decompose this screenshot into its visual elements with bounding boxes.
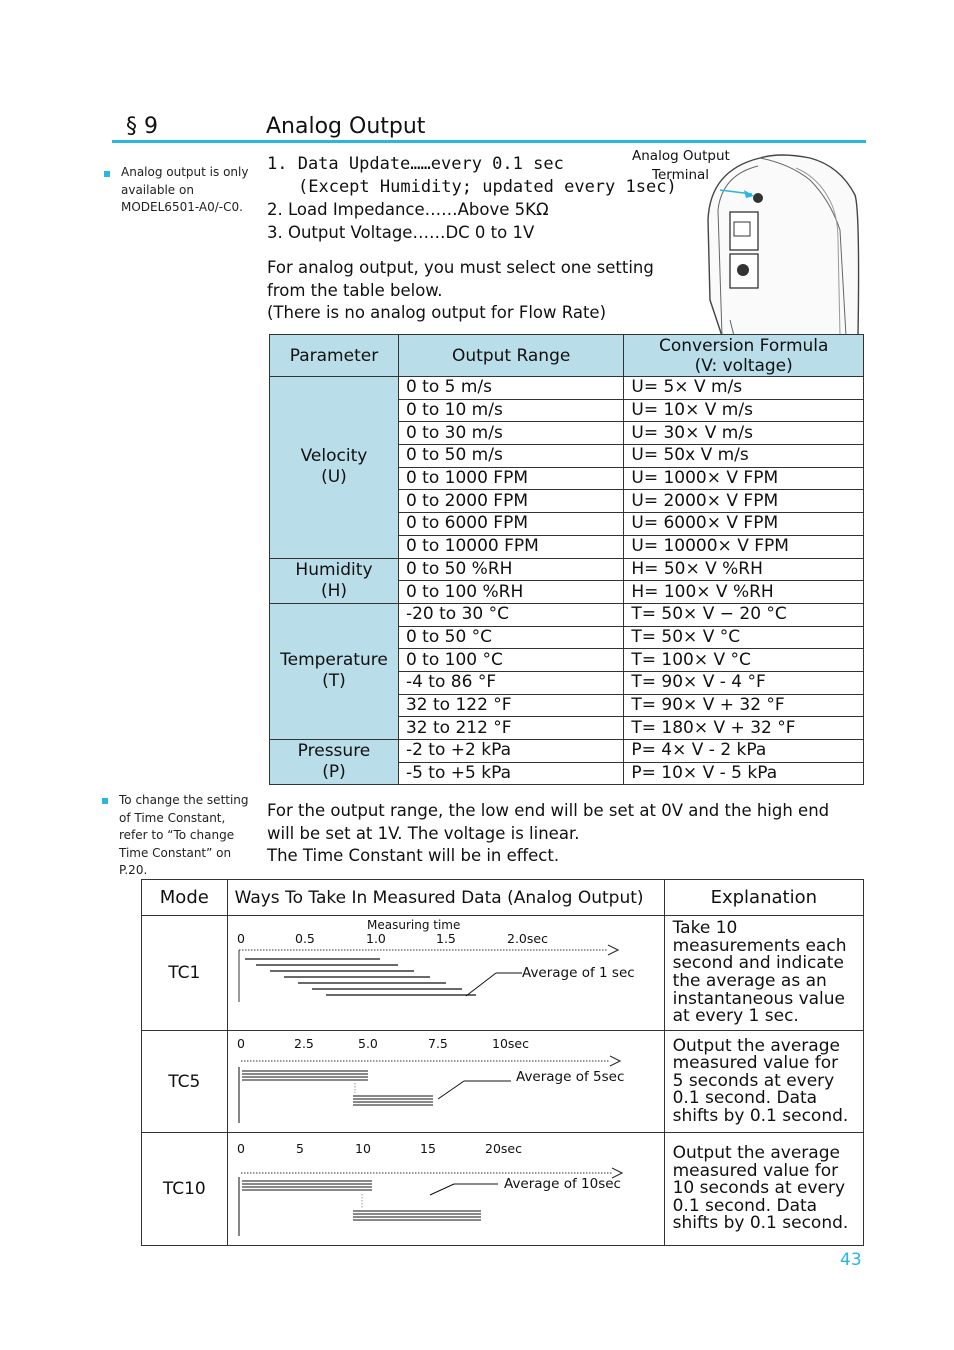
parameter-symbol: (T)	[322, 671, 346, 692]
range-cell: 0 to 10000 FPM	[398, 535, 623, 558]
note-bullet	[102, 798, 108, 804]
parameter-temperature	[270, 603, 399, 739]
column-header-ways: Ways To Take In Measured Data (Analog Output)	[227, 880, 664, 916]
note-line: Analog output is only	[121, 165, 249, 179]
explanation-line: Output the average	[672, 1035, 840, 1056]
note-line: refer to “To change	[119, 828, 235, 842]
range-cell: 0 to 10 m/s	[398, 399, 623, 422]
explanation-line: shifts by 0.1 second.	[672, 1213, 849, 1234]
note-line: of Time Constant,	[119, 810, 226, 825]
terminal-label: Analog Output	[632, 148, 730, 164]
range-cell: 0 to 100 °C	[398, 649, 623, 672]
tc5-timeline	[228, 1031, 664, 1132]
explanation-line: measured value for	[672, 1053, 839, 1074]
page-title: Analog Output	[266, 114, 426, 139]
formula-cell: T= 100× V °C	[624, 649, 864, 672]
formula-cell: U= 5× V m/s	[624, 377, 864, 400]
column-header-parameter: Parameter	[270, 335, 399, 377]
explanation-line: Take 10	[672, 918, 738, 939]
measuring-time-label: Measuring time	[366, 918, 460, 932]
average-label: Average of 5sec	[515, 1069, 624, 1085]
tick-label: 1.0	[365, 931, 386, 946]
tick-label: 7.5	[427, 1036, 448, 1051]
terminal-label: Terminal	[652, 167, 710, 183]
explanation-line: measurements each	[672, 935, 847, 956]
range-cell: 0 to 30 m/s	[398, 422, 623, 445]
explanation-line: 0.1 second. Data	[672, 1088, 818, 1109]
tick-label: 2.0sec	[506, 931, 548, 946]
average-label: Average of 10sec	[503, 1176, 621, 1192]
formula-cell: U= 30× V m/s	[624, 422, 864, 445]
range-cell: 32 to 122 °F	[398, 694, 623, 717]
column-header-output-range: Output Range	[398, 335, 623, 377]
formula-cell: U= 6000× V FPM	[624, 513, 864, 536]
mode-cell: TC1	[142, 916, 228, 1031]
tc10-timeline	[228, 1133, 664, 1245]
note-line: MODEL6501-A0/-C0.	[121, 200, 243, 214]
tick-label: 0.5	[294, 931, 315, 946]
explanation-line: instantaneous value	[672, 988, 846, 1009]
availability-note	[121, 164, 248, 217]
tick-label: 10	[354, 1141, 371, 1156]
explanation-line: measured value for	[672, 1160, 839, 1181]
formula-cell: U= 10× V m/s	[624, 399, 864, 422]
page-number: 43	[840, 1250, 862, 1270]
formula-cell: T= 50× V °C	[624, 626, 864, 649]
tick-label: 15	[419, 1141, 436, 1156]
tick-label: 0	[236, 1036, 245, 1051]
range-cell: -5 to +5 kPa	[398, 762, 623, 785]
range-cell: -20 to 30 °C	[398, 603, 623, 626]
leader-line	[430, 1184, 454, 1195]
tc1-timeline	[228, 916, 664, 1030]
range-cell: 0 to 5 m/s	[398, 377, 623, 400]
note-bullet	[104, 171, 110, 177]
tick-label: 0	[236, 931, 245, 946]
formula-cell: U= 2000× V FPM	[624, 490, 864, 513]
tick-label: 2.5	[293, 1036, 314, 1051]
range-cell: -4 to 86 °F	[398, 671, 623, 694]
range-cell: 0 to 6000 FPM	[398, 513, 623, 536]
explanation-line: shifts by 0.1 second.	[672, 1105, 849, 1126]
range-cell: 0 to 1000 FPM	[398, 467, 623, 490]
spec-load-impedance: 2. Load Impedance……Above 5KΩ	[267, 200, 549, 219]
explanation-line: 5 seconds at every	[672, 1070, 835, 1091]
instructions	[267, 257, 654, 325]
spec-except-humidity: (Except Humidity; updated every 1sec)	[298, 177, 677, 197]
formula-cell: P= 4× V - 2 kPa	[624, 740, 864, 763]
explanation-cell	[664, 1031, 863, 1133]
tick-label: 0	[236, 1141, 245, 1156]
note-line: P.20.	[119, 863, 148, 877]
mode-cell: TC5	[142, 1031, 228, 1133]
header-rule	[112, 140, 866, 143]
section-number: § 9	[126, 114, 158, 139]
range-cell: 0 to 50 m/s	[398, 445, 623, 468]
instruction-line: from the table below.	[267, 280, 443, 300]
range-cell: 0 to 50 °C	[398, 626, 623, 649]
column-header-conversion-formula	[624, 335, 864, 377]
note-line: available on	[121, 182, 194, 197]
tc5-diagram	[227, 1031, 664, 1133]
range-cell: 32 to 212 °F	[398, 717, 623, 740]
parameter-symbol: (H)	[320, 580, 347, 601]
formula-cell: P= 10× V - 5 kPa	[624, 762, 864, 785]
spec-output-voltage: 3. Output Voltage……DC 0 to 1V	[267, 223, 535, 242]
range-cell: 0 to 100 %RH	[398, 581, 623, 604]
range-cell: 0 to 2000 FPM	[398, 490, 623, 513]
instruction-line: For analog output, you must select one setting	[267, 258, 654, 277]
tc1-diagram	[227, 916, 664, 1031]
explanation-line: 0.1 second. Data	[672, 1195, 818, 1216]
axis-arrow	[608, 945, 618, 955]
explanation-cell	[664, 1133, 863, 1246]
instruction-line: (There is no analog output for Flow Rate)	[267, 303, 607, 322]
formula-cell: U= 10000× V FPM	[624, 535, 864, 558]
parameter-velocity	[270, 377, 399, 559]
column-header-explanation: Explanation	[664, 880, 863, 916]
formula-cell: H= 50× V %RH	[624, 558, 864, 581]
explanation-line: at every 1 sec.	[672, 1006, 799, 1027]
parameter-name: Pressure	[297, 741, 371, 762]
tick-label: 5.0	[357, 1036, 378, 1051]
output-range-note	[267, 800, 829, 868]
time-constant-mode-table	[141, 879, 864, 1246]
note-line: For the output range, the low end will be set at 0V and the high end	[267, 801, 830, 820]
tick-label: 10sec	[491, 1036, 529, 1051]
parameter-symbol: (P)	[322, 762, 346, 783]
formula-cell: H= 100× V %RH	[624, 581, 864, 604]
tick-label: 20sec	[484, 1141, 522, 1156]
formula-cell: T= 90× V - 4 °F	[624, 671, 864, 694]
spec-data-update: 1. Data Update……every 0.1 sec	[267, 154, 564, 174]
analog-output-table	[269, 334, 864, 785]
tick-label: 1.5	[435, 931, 456, 946]
formula-cell: U= 50x V m/s	[624, 445, 864, 468]
mode-cell: TC10	[142, 1133, 228, 1246]
table-row	[270, 740, 864, 763]
parameter-pressure	[270, 740, 399, 785]
formula-cell: T= 180× V + 32 °F	[624, 717, 864, 740]
parameter-name: Velocity	[300, 446, 368, 467]
formula-cell: U= 1000× V FPM	[624, 467, 864, 490]
column-header-mode: Mode	[142, 880, 228, 916]
header-line: Conversion Formula	[658, 335, 829, 356]
tick-label: 5	[295, 1141, 304, 1156]
leader-line	[466, 973, 496, 996]
parameter-name: Temperature	[280, 650, 388, 671]
axis-arrow	[610, 1056, 620, 1066]
note-line: To change the setting	[119, 793, 249, 807]
note-line: The Time Constant will be in effect.	[267, 846, 560, 865]
table-row	[142, 1031, 864, 1133]
table-row	[142, 916, 864, 1031]
table-row	[270, 377, 864, 400]
note-line: will be set at 1V. The voltage is linear.	[267, 823, 580, 843]
range-cell: 0 to 50 %RH	[398, 558, 623, 581]
note-line: Time Constant” on	[119, 845, 232, 860]
time-constant-note	[119, 792, 249, 880]
explanation-line: 10 seconds at every	[672, 1178, 846, 1199]
leader-line	[438, 1081, 464, 1099]
header-line: (V: voltage)	[694, 355, 793, 376]
range-cell: -2 to +2 kPa	[398, 740, 623, 763]
average-label: Average of 1 sec	[521, 965, 635, 981]
explanation-cell	[664, 916, 863, 1031]
tc10-diagram	[227, 1133, 664, 1246]
parameter-humidity	[270, 558, 399, 603]
table-row	[270, 603, 864, 626]
device-illustration	[700, 150, 870, 336]
explanation-line: second and indicate	[672, 953, 844, 974]
parameter-name: Humidity	[295, 559, 373, 580]
explanation-line: the average as an	[672, 971, 827, 991]
parameter-symbol: (U)	[321, 467, 347, 488]
explanation-line: Output the average	[672, 1143, 840, 1164]
table-row	[142, 1133, 864, 1246]
formula-cell: T= 90× V + 32 °F	[624, 694, 864, 717]
table-row	[270, 558, 864, 581]
formula-cell: T= 50× V − 20 °C	[624, 603, 864, 626]
